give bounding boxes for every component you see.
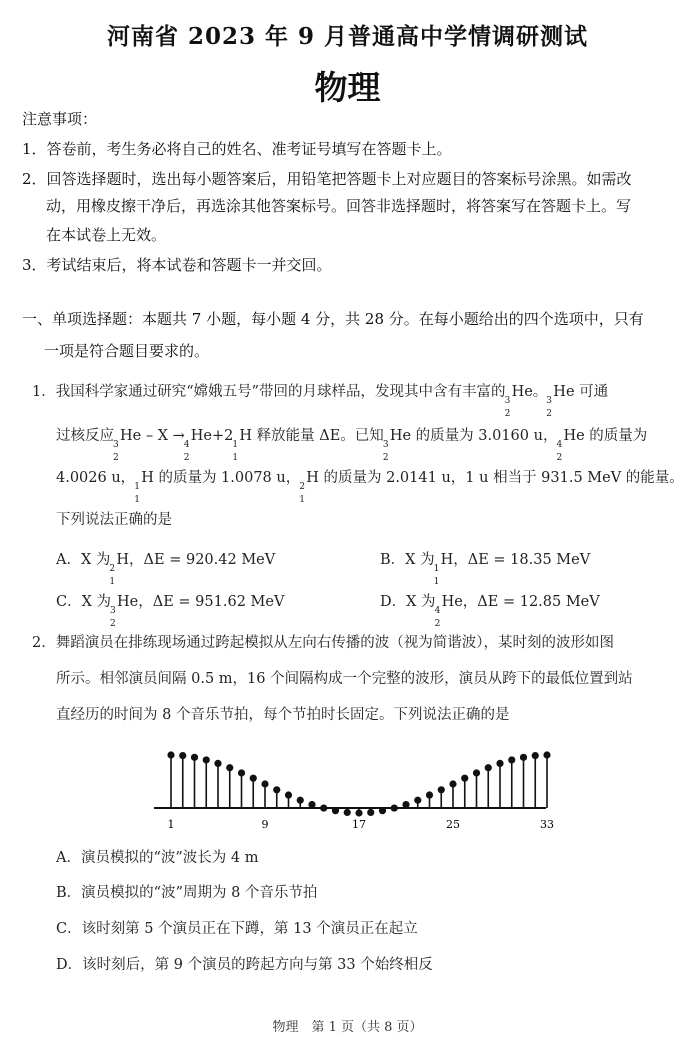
dancer-head-point [532,752,539,759]
dancer-head-point [226,764,233,771]
q1-option-b: B．X 为 1 1 H，ΔE = 18.35 MeV [380,552,591,587]
dancer-head-point [402,801,409,808]
dancer-head-point [461,775,468,782]
dancer-head-point [543,751,550,758]
dancer-head-point [344,809,351,816]
q1-line-2: 过核反应 3 2 He – X → 4 2 He+2 1 1 H 释放能量 ΔE。已知 3 2 He 的质量为 3.0160 u， 4 2 He 的质量为 [56,428,648,463]
dancer-head-point [273,786,280,793]
dancer-head-point [203,756,210,763]
q2-line-3: 直经历的时间为 8 个音乐节拍，每个节拍时长固定。下列说法正确的是 [56,707,510,723]
section-heading-cont: 一项是符合题目要求的。 [44,342,210,360]
section-heading: 一、单项选择题：本题共 7 小题，每小题 4 分，共 28 分。在每小题给出的四个选项中，只有 [22,310,644,328]
notes-item-3: 3．考试结束后，将本试卷和答题卡一并交回。 [22,256,332,274]
dancer-head-point [297,797,304,804]
tick-label: 9 [261,818,269,831]
notes-item-2-cont2: 在本试卷上无效。 [46,226,167,244]
tick-label: 33 [540,818,554,831]
dancer-head-point [238,769,245,776]
dancer-head-point [379,807,386,814]
dancer-head-point [191,754,198,761]
notes-item-2-cont: 动，用橡皮擦干净后，再选涂其他答案标号。回答非选择题时，将答案写在答题卡上。写 [46,197,632,215]
dancer-head-point [355,809,362,816]
dancer-head-point [250,775,257,782]
dancer-head-point [473,769,480,776]
notes-heading: 注意事项： [22,110,98,128]
exam-title: 河南省 2023 年 9 月普通高中学情调研测试 [106,23,589,50]
tick-label: 25 [446,818,460,831]
dancer-head-point [508,756,515,763]
q1-line-1: 1．我国科学家通过研究“嫦娥五号”带回的月球样品，发现其中含有丰富的 3 2 He。 3 2 He 可通 [32,384,609,419]
tick-label: 17 [352,818,366,831]
q1-option-d: D．X 为 4 2 He，ΔE = 12.85 MeV [380,594,600,629]
dancer-head-point [414,797,421,804]
q1-option-c: C．X 为 3 2 He，ΔE = 951.62 MeV [56,594,285,629]
q1-line-4: 下列说法正确的是 [56,512,172,528]
dancer-head-point [308,801,315,808]
notes-item-1: 1．答卷前，考生务必将自己的姓名、准考证号填写在答题卡上。 [22,140,452,158]
q1-line-3: 4.0026 u， 1 1 H 的质量为 1.0078 u， 2 1 H 的质量为 2.0141 u，1 u 相当于 931.5 MeV 的能量。 [56,470,684,505]
dancer-head-point [485,764,492,771]
dancer-head-point [496,760,503,767]
page-footer: 物理 第 1 页（共 8 页） [272,1020,423,1035]
dancer-head-point [449,780,456,787]
dancer-head-point [520,754,527,761]
wave-figure [150,745,554,835]
q2-option-a: A．演员模拟的“波”波长为 4 m [56,850,259,866]
dancer-head-point [438,786,445,793]
dancer-head-point [332,807,339,814]
dancer-head-point [167,751,174,758]
dancer-head-point [426,791,433,798]
dancer-head-point [285,791,292,798]
q2-option-d: D．该时刻后，第 9 个演员的跨起方向与第 33 个始终相反 [56,957,433,973]
dancer-head-point [214,760,221,767]
dancer-head-point [179,752,186,759]
q2-line-2: 所示。相邻演员间隔 0.5 m，16 个间隔构成一个完整的波形，演员从跨下的最低位置到站 [56,671,633,687]
dancer-head-point [261,780,268,787]
dancer-head-point [367,809,374,816]
notes-item-2: 2．回答选择题时，选出每小题答案后，用铅笔把答题卡上对应题目的答案标号涂黑。如需改 [22,170,632,188]
q1-option-a: A．X 为 2 1 H，ΔE = 920.42 MeV [56,552,276,587]
q2-option-b: B．演员模拟的“波”周期为 8 个音乐节拍 [56,885,318,901]
q2-option-c: C．该时刻第 5 个演员正在下蹲，第 13 个演员正在起立 [56,921,418,937]
subject-title: 物理 [314,68,381,107]
tick-label: 1 [167,818,175,831]
dancer-head-point [320,804,327,811]
dancer-head-point [391,804,398,811]
q2-line-1: 2．舞蹈演员在排练现场通过跨起模拟从左向右传播的波（视为简谐波），某时刻的波形如图 [32,635,614,651]
